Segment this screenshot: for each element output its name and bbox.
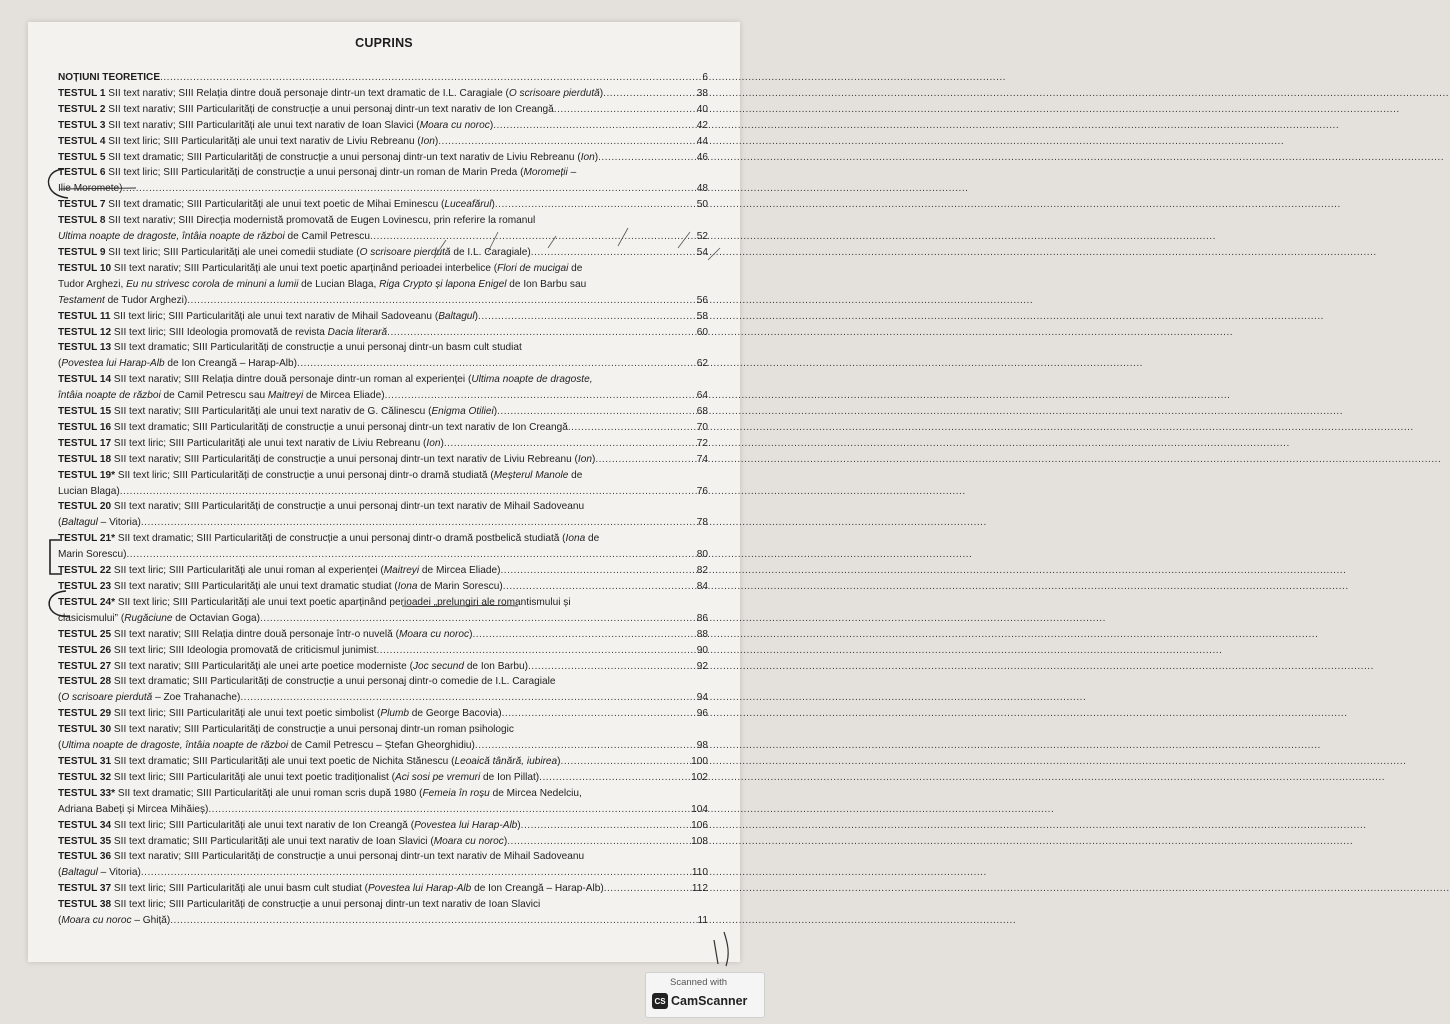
toc-line	[58, 229, 708, 245]
toc-entry-text: TESTUL 9 SII text liric; SIII Particularități ale unei comedii studiate (O scrisoare pierdută de I.L. Caragiale)	[58, 246, 531, 258]
dot-leader	[478, 309, 695, 325]
toc-line	[58, 86, 708, 102]
page-number: 42	[696, 119, 708, 131]
toc-entry-text: (Baltagul – Vitoria)	[58, 517, 141, 529]
toc-line	[58, 579, 708, 595]
toc-entry-text: TESTUL 38 SII text liric; SIII Particularități de construcție a unui personaj dintr-un text narativ de Ioan Slavici	[58, 899, 541, 911]
dot-leader	[444, 436, 695, 452]
toc-entry	[58, 627, 708, 643]
toc-entry	[58, 881, 708, 897]
toc-entry-text: TESTUL 32 SII text liric; SIII Particularități ale unui text poetic tradiționalist (Aci sosi pe vremuri de Ion Pillat)	[58, 771, 540, 783]
page-number: 90	[696, 644, 708, 656]
toc-entry	[58, 834, 708, 850]
page-number: 102	[691, 771, 708, 783]
toc-line	[58, 293, 708, 309]
toc-entry	[58, 420, 708, 436]
dot-leader	[554, 102, 695, 118]
toc-entry	[58, 786, 708, 818]
toc-entry-text: TESTUL 7 SII text dramatic; SIII Particularități ale unui text poetic de Mihai Eminescu (Luceafărul)	[58, 199, 495, 211]
dot-leader	[497, 404, 695, 420]
page-number: 60	[696, 326, 708, 338]
toc-line	[58, 706, 708, 722]
toc-line	[58, 436, 708, 452]
dot-leader	[472, 627, 694, 643]
toc-entry	[58, 818, 708, 834]
page-number: 40	[696, 103, 708, 115]
toc-line	[58, 340, 708, 356]
page-number: 70	[696, 421, 708, 433]
pen-mark-corner	[704, 930, 734, 970]
dot-leader	[387, 325, 695, 341]
page-number: 84	[696, 581, 708, 592]
toc-entry-text: (O scrisoare pierdută – Zoe Trahanache)	[58, 692, 241, 704]
toc-entry-text: TESTUL 35 SII text dramatic; SIII Particularități ale unui text narativ de Ioan Slavici (Moara cu noroc)	[58, 835, 508, 847]
page-number: 38	[696, 87, 708, 99]
toc-entry	[58, 325, 708, 341]
dot-leader	[141, 865, 690, 881]
toc-line	[58, 786, 708, 802]
dot-leader	[297, 356, 695, 372]
toc-entry	[58, 150, 708, 166]
page-number: 6	[702, 72, 708, 83]
toc-entry-text: TESTUL 33* SII text dramatic; SIII Particularități ale unui roman scris după 1980 (Femeia în roșu de Mircea Nedelciu,	[58, 787, 582, 799]
watermark-line2	[652, 993, 747, 1009]
camscanner-watermark	[645, 972, 765, 1018]
toc-entry-text: clasicismului” (Rugăciune de Octavian Goga)	[58, 612, 260, 624]
toc-entry-text: TESTUL 18 SII text narativ; SIII Particularități de construcție a unui personaj dintr-un text narativ de Liviu Rebreanu (Ion)	[58, 453, 596, 465]
toc-entry-text: NOȚIUNI TEORETICE	[58, 72, 161, 83]
toc-entry-text: întâia noapte de război de Camil Petrescu sau Maitreyi de Mircea Eliade)	[58, 390, 385, 402]
toc-entry-text: TESTUL 28 SII text dramatic; SIII Particularități de construcție a unui personaj dintr-o comedie de I.L. Caragiale	[58, 676, 556, 688]
toc-entry	[58, 404, 708, 420]
toc-line	[58, 404, 708, 420]
dot-leader	[240, 690, 694, 706]
toc-entry	[58, 595, 708, 627]
dot-leader	[495, 197, 695, 213]
toc-entry-text: TESTUL 26 SII text liric; SIII Ideologia promovată de criticismul junimist	[58, 644, 377, 656]
toc-line	[58, 738, 708, 754]
toc-entry-text: TESTUL 5 SII text dramatic; SIII Particularități de construcție a unui personaj dintr-un text narativ de Liviu Rebreanu (Ion)	[58, 151, 599, 163]
toc-entry-text: TESTUL 12 SII text liric; SIII Ideologia promovată de revista Dacia literară	[58, 326, 388, 338]
toc-entry-text: TESTUL 1 SII text narativ; SIII Relația dintre două personaje dintr-un text dramatic de I.L. Caragiale (O scrisoare pierdută)	[58, 87, 604, 99]
dot-leader	[598, 150, 695, 166]
toc-entry	[58, 499, 708, 531]
toc-line	[58, 611, 708, 627]
toc-entry-text: TESTUL 31 SII text dramatic; SIII Particularități ale unui text poetic de Nichita Stănescu (Leoaică tânără, iubirea)	[58, 755, 561, 767]
toc-entry	[58, 70, 708, 86]
toc-entry	[58, 245, 708, 261]
toc-entry-text: TESTUL 17 SII text liric; SIII Particularități ale unui text narativ de Liviu Rebreanu (Ion)	[58, 437, 444, 449]
toc-entry	[58, 706, 708, 722]
page-number: 62	[696, 358, 708, 370]
toc-line	[58, 468, 708, 484]
dot-leader	[561, 754, 690, 770]
watermark-brand: CamScanner	[671, 994, 748, 1008]
toc-entry	[58, 372, 708, 404]
toc-line	[58, 881, 708, 897]
toc-line	[58, 770, 708, 786]
page-number: 82	[696, 565, 708, 577]
toc-entry-text: TESTUL 36 SII text narativ; SIII Particularități de construcție a unui personaj dintr-un text narativ de Mihail Sadoveanu	[58, 851, 585, 863]
toc-entry	[58, 579, 708, 595]
toc-entry	[58, 643, 708, 659]
toc-entry	[58, 118, 708, 134]
dot-leader	[123, 181, 695, 197]
toc-entry-text: TESTUL 3 SII text narativ; SIII Particularități ale unui text narativ de Ioan Slavici (Moara cu noroc)	[58, 119, 494, 131]
dot-leader	[493, 118, 695, 134]
toc-entry-text: TESTUL 11 SII text liric; SIII Particularități ale unui text narativ de Mihail Sadoveanu (Baltagul)	[58, 310, 479, 322]
toc-line	[58, 690, 708, 706]
toc-line	[58, 261, 708, 277]
page-number: 44	[696, 135, 708, 147]
toc-entry-text: Adriana Babeți și Mircea Mihăieș)	[58, 803, 209, 815]
page-number: 106	[691, 819, 708, 831]
dot-leader	[385, 388, 695, 404]
dot-leader	[187, 293, 695, 309]
toc-line	[58, 849, 708, 865]
toc-line	[58, 134, 708, 150]
toc-line	[58, 277, 708, 293]
toc-entry	[58, 897, 708, 929]
toc-entry-text: TESTUL 34 SII text liric; SIII Particularități ale unui text narativ de Ion Creangă (Povestea lui Harap-Alb)	[58, 819, 521, 831]
toc-entry	[58, 770, 708, 786]
toc-line	[58, 913, 708, 929]
toc-entry	[58, 754, 708, 770]
toc-entry	[58, 468, 708, 500]
dot-leader	[126, 547, 694, 563]
toc-entry-text: TESTUL 6 SII text liric; SIII Particularități de construcție a unui personaj dintr-un roman de Marin Preda (Moromeții –	[58, 167, 577, 179]
toc-entry	[58, 674, 708, 706]
toc-line	[58, 452, 708, 468]
toc-entry-text: TESTUL 19* SII text liric; SIII Particularități de construcție a unui personaj dintr-o dramă studiată (Meșterul Manole de	[58, 469, 583, 481]
dot-leader	[170, 913, 695, 929]
toc-entry-text: TESTUL 2 SII text narativ; SIII Particularități de construcție a unui personaj dintr-un text narativ de Ion Creangă	[58, 103, 554, 115]
toc-entry-text: TESTUL 22 SII text liric; SIII Particularități ale unui roman al experienței (Maitreyi de Mircea Eliade)	[58, 565, 501, 577]
toc-line	[58, 674, 708, 690]
page-number: 54	[696, 246, 708, 258]
toc-entry	[58, 436, 708, 452]
toc-entry-text: TESTUL 14 SII text narativ; SIII Relația dintre două personaje dintr-un roman al experienței (Ultima noapte de dragoste,	[58, 374, 593, 386]
toc-line	[58, 245, 708, 261]
toc-line	[58, 150, 708, 166]
toc-entry	[58, 165, 708, 197]
toc-line	[58, 818, 708, 834]
document-page	[28, 22, 740, 962]
page-number: 92	[696, 660, 708, 672]
toc-entry-text: Tudor Arghezi, Eu nu strivesc corola de minuni a lumii de Lucian Blaga, Riga Crypto și lapona Enigel de Ion Barbu sau	[58, 278, 587, 290]
dot-leader	[502, 706, 695, 722]
toc-entry-text: TESTUL 10 SII text narativ; SIII Particularități ale unui text poetic aparținând perioadei interbelice (Flori de mucigai de	[58, 262, 583, 274]
dot-leader	[531, 245, 695, 261]
page-number: 78	[696, 517, 708, 529]
toc-line	[58, 484, 708, 500]
page-number: 112	[691, 883, 708, 895]
dot-leader	[141, 515, 695, 531]
toc-entry-text: TESTUL 23 SII text narativ; SIII Particularități ale unui text dramatic studiat (Iona de Marin Sorescu)	[58, 581, 503, 592]
page-number: 94	[696, 692, 708, 704]
page-number: 96	[696, 708, 708, 720]
page-number: 64	[696, 390, 708, 402]
page-number: 56	[696, 294, 708, 306]
toc-line	[58, 563, 708, 579]
table-of-contents	[58, 70, 708, 929]
toc-entry	[58, 197, 708, 213]
dot-leader	[603, 86, 695, 102]
toc-entry-text: TESTUL 13 SII text dramatic; SIII Particularități de construcție a unui personaj dintr-un basm cult studiat	[58, 342, 522, 354]
toc-line	[58, 802, 708, 818]
toc-entry-text: (Povestea lui Harap-Alb de Ion Creangă – Harap-Alb)	[58, 358, 298, 370]
toc-line	[58, 865, 708, 881]
toc-entry	[58, 849, 708, 881]
toc-line	[58, 325, 708, 341]
toc-entry	[58, 309, 708, 325]
dot-leader	[521, 818, 689, 834]
toc-entry	[58, 86, 708, 102]
toc-line	[58, 309, 708, 325]
toc-line	[58, 70, 708, 86]
toc-line	[58, 754, 708, 770]
toc-entry-text: TESTUL 27 SII text narativ; SIII Particularități ale unei arte poetice moderniste (Joc secund de Ion Barbu)	[58, 660, 528, 672]
toc-line	[58, 388, 708, 404]
toc-entry-text: TESTUL 15 SII text narativ; SIII Particularități ale unui text narativ de G. Călinescu (Enigma Otiliei)	[58, 406, 498, 418]
page-number: 74	[696, 453, 708, 465]
toc-entry	[58, 261, 708, 309]
toc-entry-text: Ilie Moromete)	[58, 183, 123, 195]
page-number: 46	[696, 151, 708, 163]
dot-leader	[160, 70, 700, 86]
toc-entry	[58, 722, 708, 754]
dot-leader	[507, 834, 689, 850]
toc-line	[58, 499, 708, 515]
page-number: 86	[696, 612, 708, 624]
toc-entry	[58, 213, 708, 245]
toc-entry-text: TESTUL 21* SII text dramatic; SIII Particularități de construcție a unui personaj dintr-o dramă postbelică studiată (Iona de	[58, 533, 600, 545]
page-number: 100	[691, 755, 708, 767]
page-number: 108	[691, 835, 708, 847]
dot-leader	[438, 134, 695, 150]
dot-leader	[370, 229, 695, 245]
toc-entry-text: Lucian Blaga)	[58, 485, 120, 497]
toc-entry-text: Ultima noapte de dragoste, întâia noapte de război de Camil Petrescu	[58, 231, 370, 243]
toc-entry	[58, 563, 708, 579]
camscanner-logo-icon: CS	[652, 993, 668, 1009]
dot-leader	[120, 484, 695, 500]
dot-leader	[208, 802, 689, 818]
toc-entry-text: TESTUL 25 SII text narativ; SIII Relația dintre două personaje într-o nuvelă (Moara cu noroc)	[58, 628, 473, 640]
toc-line	[58, 659, 708, 675]
toc-line	[58, 547, 708, 563]
toc-line	[58, 356, 708, 372]
dot-leader	[604, 881, 690, 897]
toc-line	[58, 372, 708, 388]
toc-entry-text: TESTUL 20 SII text narativ; SIII Particularități de construcție a unui personaj dintr-un text narativ de Mihail Sadoveanu	[58, 501, 585, 513]
page-number: 50	[696, 199, 708, 211]
toc-entry	[58, 659, 708, 675]
toc-line	[58, 420, 708, 436]
toc-entry-text: TESTUL 24* SII text liric; SIII Particularități ale unui text poetic aparținând perioadei „prelungiri ale romantismului și	[58, 596, 571, 608]
watermark-line1: Scanned with	[670, 977, 728, 988]
toc-line	[58, 181, 708, 197]
toc-entry-text: (Ultima noapte de dragoste, întâia noapte de război de Camil Petrescu – Ștefan Gheorghidiu)	[58, 740, 475, 752]
dot-leader	[260, 611, 695, 627]
page-number: 68	[696, 406, 708, 418]
toc-entry-text: TESTUL 8 SII text narativ; SIII Direcția modernistă promovată de Eugen Lovinescu, prin referire la romanul	[58, 215, 536, 227]
page-number: 80	[696, 549, 708, 561]
toc-line	[58, 627, 708, 643]
dot-leader	[503, 579, 695, 595]
page-number: 98	[696, 740, 708, 752]
toc-line	[58, 595, 708, 611]
page-number: 104	[691, 803, 708, 815]
toc-entry	[58, 102, 708, 118]
toc-line	[58, 102, 708, 118]
dot-leader	[539, 770, 689, 786]
toc-line	[58, 834, 708, 850]
toc-entry-text: TESTUL 16 SII text dramatic; SIII Particularități de construcție a unui personaj dintr-un text narativ de Ion Creangă	[58, 421, 568, 433]
toc-entry-text: (Baltagul – Vitoria)	[58, 867, 141, 879]
toc-entry-text: (Moara cu noroc – Ghiță)	[58, 915, 171, 927]
dot-leader	[376, 643, 694, 659]
toc-line	[58, 722, 708, 738]
dot-leader	[528, 659, 695, 675]
toc-line	[58, 213, 708, 229]
page-number: 110	[691, 867, 708, 879]
dot-leader	[568, 420, 695, 436]
toc-entry-text: TESTUL 29 SII text liric; SIII Particularități ale unui text poetic simbolist (Plumb de George Bacovia)	[58, 708, 502, 720]
page-number: 48	[696, 183, 708, 195]
page-title: CUPRINS	[355, 36, 413, 50]
toc-entry-text: TESTUL 30 SII text narativ; SIII Particularități de construcție a unui personaj dintr-un roman psihologic	[58, 724, 514, 736]
toc-line	[58, 515, 708, 531]
toc-entry-text: Testament de Tudor Arghezi)	[58, 294, 188, 306]
toc-entry	[58, 452, 708, 468]
page-number: 72	[696, 437, 708, 449]
toc-line	[58, 531, 708, 547]
toc-entry	[58, 340, 708, 372]
toc-line	[58, 165, 708, 181]
page-number: 76	[696, 485, 708, 497]
page-number: 58	[696, 310, 708, 322]
toc-entry-text: Marin Sorescu)	[58, 549, 127, 561]
toc-entry-text: TESTUL 37 SII text liric; SIII Particularități ale unui basm cult studiat (Povestea lui Harap-Alb de Ion Creangă – Harap-Alb)	[58, 883, 604, 895]
toc-line	[58, 197, 708, 213]
toc-entry-text: TESTUL 4 SII text liric; SIII Particularități ale unui text narativ de Liviu Rebreanu (Ion)	[58, 135, 439, 147]
dot-leader	[595, 452, 694, 468]
toc-entry	[58, 134, 708, 150]
page-number: 11	[697, 915, 708, 927]
page-number: 52	[696, 231, 708, 243]
toc-entry	[58, 531, 708, 563]
toc-line	[58, 897, 708, 913]
toc-line	[58, 118, 708, 134]
page-number: 88	[696, 628, 708, 640]
toc-line	[58, 643, 708, 659]
dot-leader	[475, 738, 695, 754]
dot-leader	[500, 563, 694, 579]
